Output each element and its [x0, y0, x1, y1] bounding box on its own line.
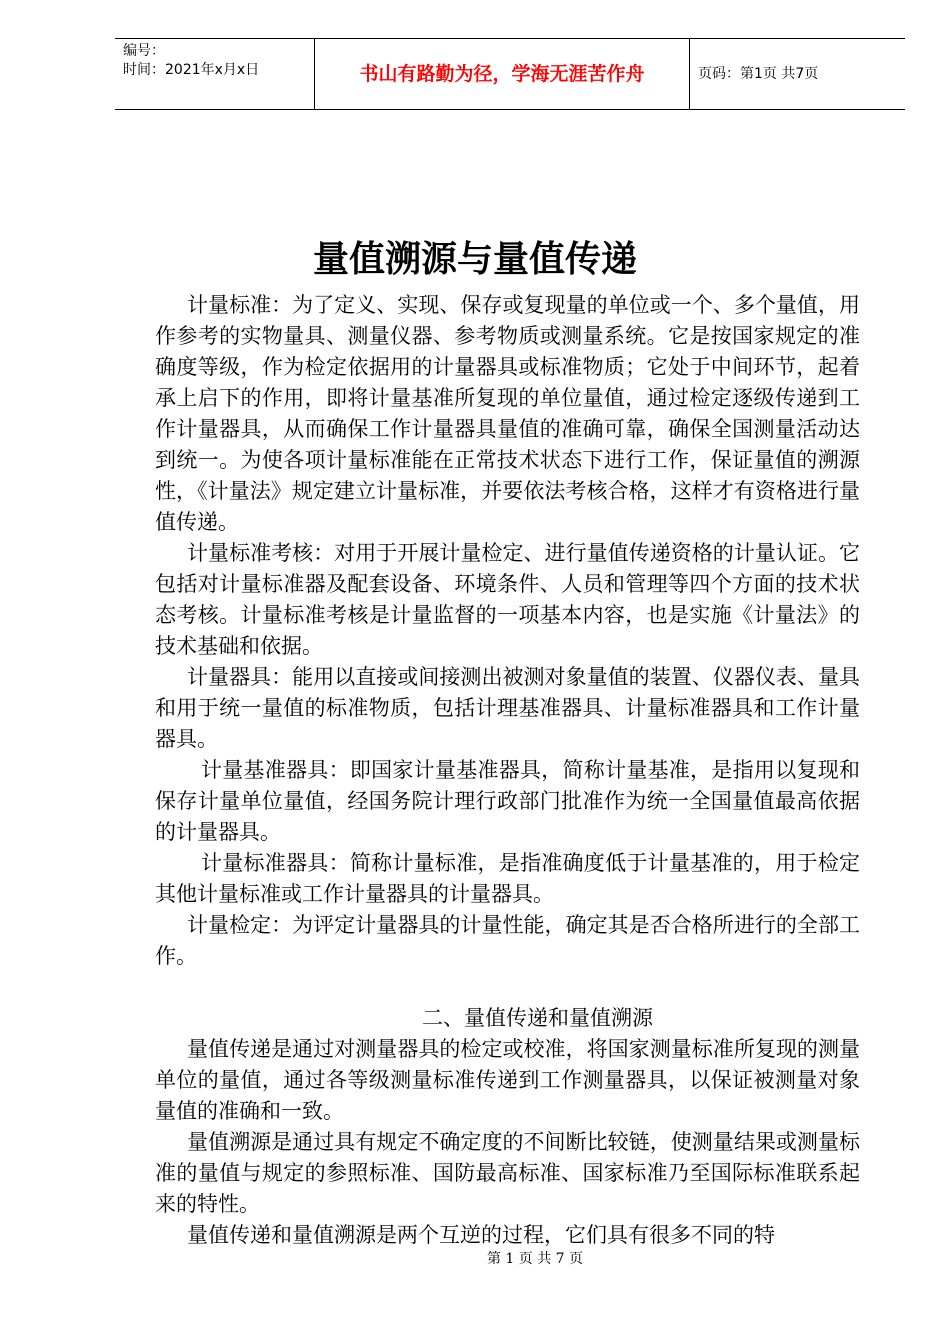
- paragraph: 量值溯源是通过具有规定不确定度的不间断比较链，使测量结果或测量标准的量值与规定的参照标准、国防最高标准、国家标准乃至国际标准联系起来的特性。: [155, 1130, 860, 1216]
- paragraph: 量值传递和量值溯源是两个互逆的过程，它们具有很多不同的特: [187, 1223, 775, 1247]
- paragraph: 计量器具：能用以直接或间接测出被测对象量值的装置、仪器仪表、量具和用于统一量值的标准物质，包括计理基准器具、计量标准器具和工作计量器具。: [155, 665, 860, 751]
- document-title: 量值溯源与量值传递: [312, 239, 637, 280]
- paragraph: 计量标准器具：简称计量标准，是指准确度低于计量基准的，用于检定其他计量标准或工作计量器具的计量器具。: [155, 851, 860, 906]
- header-motto: 书山有路勤为径，学海无涯苦作舟: [315, 39, 690, 109]
- page-footer: 第 1 页 共 7 页: [486, 1251, 584, 1267]
- section-heading: 二、量值传递和量值溯源: [422, 1006, 653, 1030]
- paragraph: 计量基准器具：即国家计量基准器具，简称计量基准，是指用以复现和保存计量单位量值，经国务院计理行政部门批准作为统一全国量值最高依据的计量器具。: [155, 758, 860, 844]
- paragraph: 计量标准考核：对用于开展计量检定、进行量值传递资格的计量认证。它包括对计量标准器及配套设备、环境条件、人员和管理等四个方面的技术状态考核。计量标准考核是计量监督的一项基本内容，也是实施《计量法》的技术基础和依据。: [155, 541, 860, 658]
- number-label: 编号：: [123, 43, 165, 59]
- paragraph: 量值传递是通过对测量器具的检定或校准，将国家测量标准所复现的测量单位的量值，通过各等级测量标准传递到工作测量器具，以保证被测量对象量值的准确和一致。: [155, 1037, 860, 1123]
- document-body: [155, 290, 860, 1251]
- paragraph: 计量检定：为评定计量器具的计量性能，确定其是否合格所进行的全部工作。: [155, 913, 860, 968]
- paragraph: 计量标准：为了定义、实现、保存或复现量的单位或一个、多个量值，用作参考的实物量具、测量仪器、参考物质或测量系统。它是按国家规定的准确度等级，作为检定依据用的计量器具或标准物质；它处于中间环节，起着承上启下的作用，即将计量基准所复现的单位量值，通过检定逐级传递到工作计量器具，从而确保工作计量器具量值的准确可靠，确保全国测量活动达到统一。为使各项计量标准能在正常技术状态下进行工作，保证量值的溯源性，《计量法》规定建立计量标准，并要依法考核合格，这样才有资格进行量值传递。: [155, 293, 860, 534]
- header-meta-cell: [115, 39, 315, 109]
- header-page-info: 页码：第1页 共7页: [698, 66, 819, 82]
- header-table: [115, 38, 905, 110]
- time-label: 时间：2021年x月x日: [123, 62, 260, 78]
